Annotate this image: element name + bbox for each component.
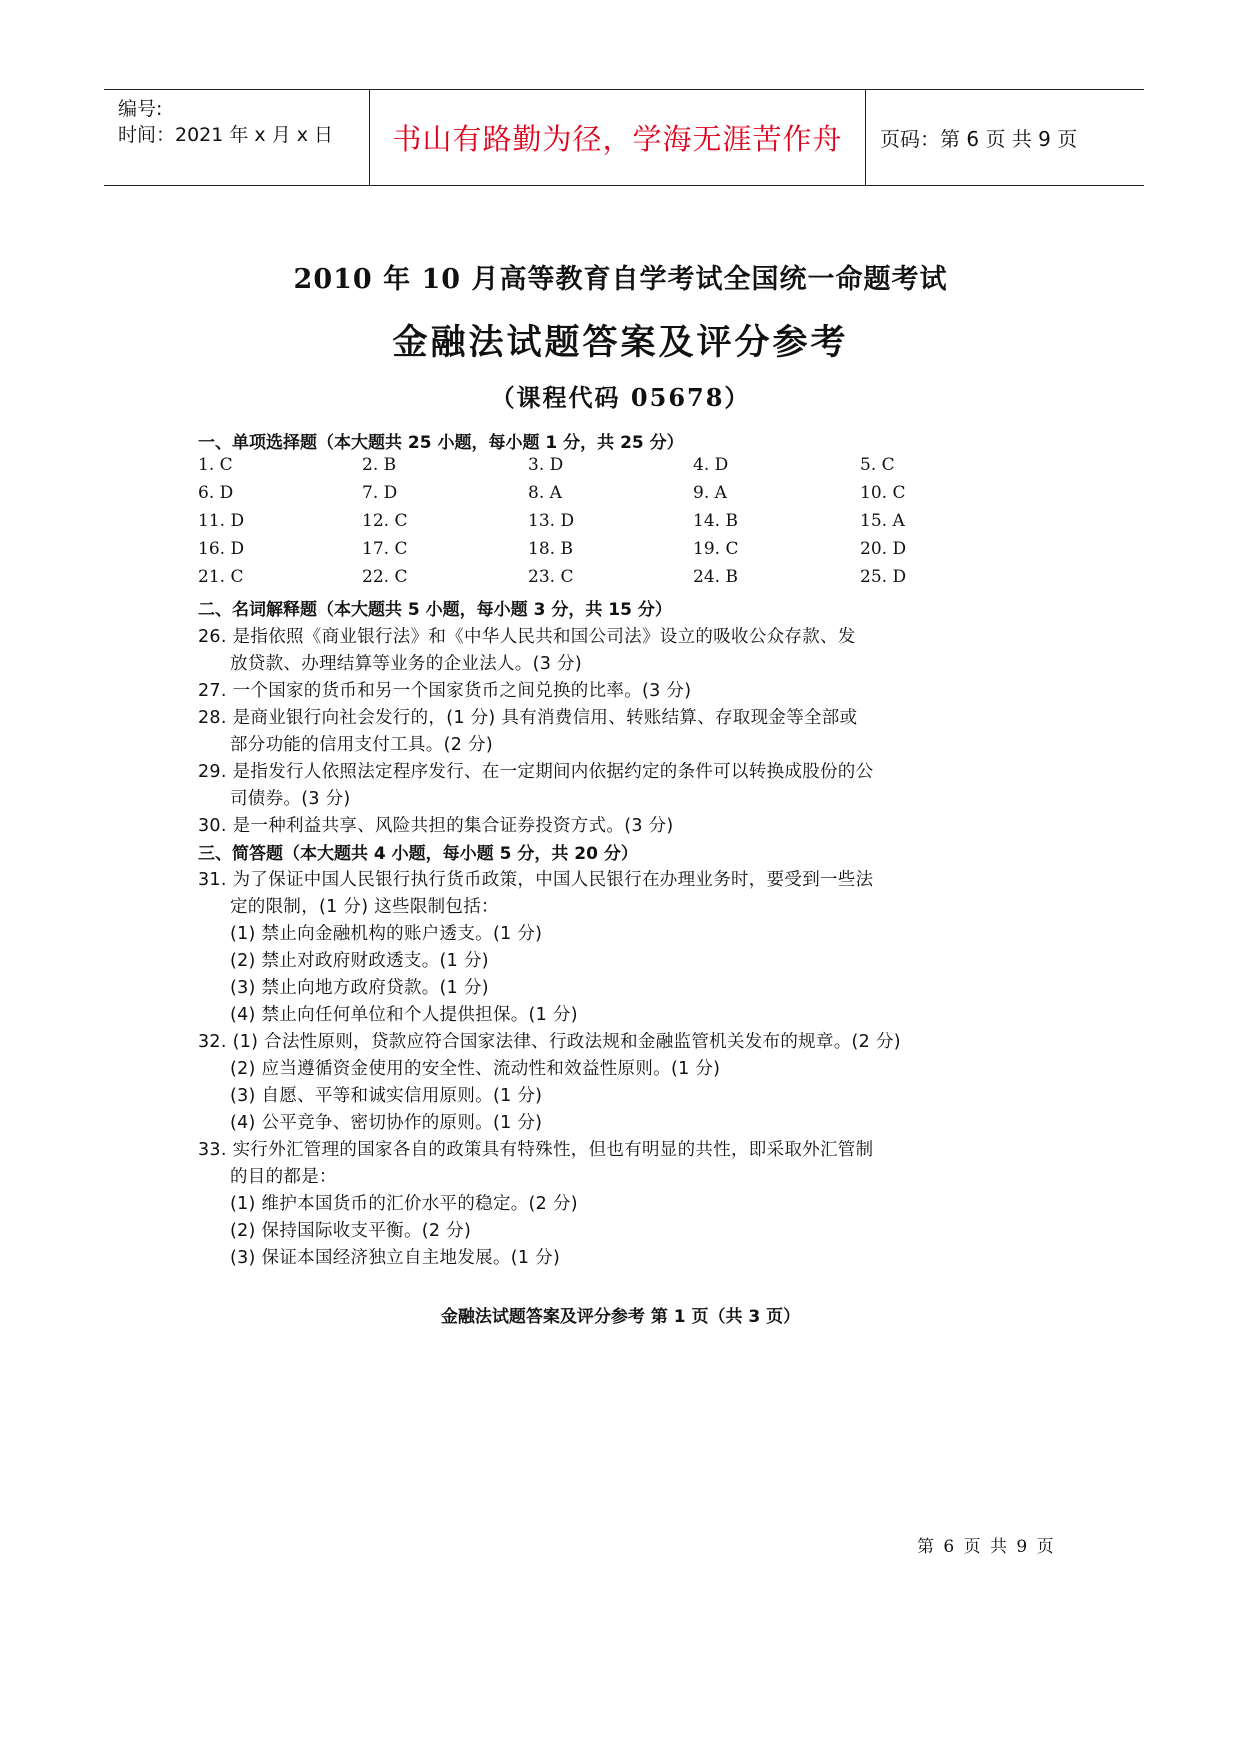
answer-cell: 1. C xyxy=(198,455,233,475)
answer-cell: 22. C xyxy=(362,567,408,587)
answer-cell: 12. C xyxy=(362,511,408,531)
header-motto: 书山有路勤为径，学海无涯苦作舟 xyxy=(370,90,866,185)
answer-cell: 18. B xyxy=(528,539,573,559)
answer-cell: 17. C xyxy=(362,539,408,559)
answer-cell: 2. B xyxy=(362,455,397,475)
section-3-heading: 三、简答题（本大题共 4 小题，每小题 5 分，共 20 分） xyxy=(198,844,638,864)
answer-cell: 6. D xyxy=(198,483,234,503)
answer-line: 31. 为了保证中国人民银行执行货币政策，中国人民银行在办理业务时，要受到一些法 xyxy=(198,870,874,890)
course-code: （课程代码 05678） xyxy=(490,383,751,412)
answer-line: 司债券。(3 分) xyxy=(230,789,351,809)
answer-cell: 25. D xyxy=(860,567,907,587)
answer-line: (4) 禁止向任何单位和个人提供担保。(1 分) xyxy=(230,1005,578,1025)
answer-line: (1) 禁止向金融机构的账户透支。(1 分) xyxy=(230,924,543,944)
page-number: 第 6 页 共 9 页 xyxy=(917,1537,1056,1557)
answer-line: 27. 一个国家的货币和另一个国家货币之间兑换的比率。(3 分) xyxy=(198,681,692,701)
answer-cell: 15. A xyxy=(860,511,905,531)
answer-cell: 24. B xyxy=(693,567,738,587)
answer-cell: 5. C xyxy=(860,455,895,475)
header-page-info: 页码：第 6 页 共 9 页 xyxy=(880,127,1078,151)
answer-line: 32. (1) 合法性原则，贷款应符合国家法律、行政法规和金融监管机关发布的规章。(2 分) xyxy=(198,1032,901,1052)
time-label: 时间：2021 年 x 月 x 日 xyxy=(118,124,334,146)
answer-cell: 13. D xyxy=(528,511,575,531)
answer-cell: 10. C xyxy=(860,483,906,503)
answer-line: 的目的都是： xyxy=(230,1167,337,1187)
answer-line: (2) 禁止对政府财政透支。(1 分) xyxy=(230,951,489,971)
answer-line: (2) 保持国际收支平衡。(2 分) xyxy=(230,1221,472,1241)
answer-cell: 8. A xyxy=(528,483,562,503)
answer-line: (3) 自愿、平等和诚实信用原则。(1 分) xyxy=(230,1086,543,1106)
answer-cell: 21. C xyxy=(198,567,244,587)
document-title: 金融法试题答案及评分参考 xyxy=(392,322,849,363)
serial-label: 编号: xyxy=(118,98,163,120)
answer-cell: 20. D xyxy=(860,539,907,559)
answer-cell: 11. D xyxy=(198,511,245,531)
section-1-heading: 一、单项选择题（本大题共 25 小题，每小题 1 分，共 25 分） xyxy=(198,433,684,453)
answer-cell: 23. C xyxy=(528,567,574,587)
answer-cell: 4. D xyxy=(693,455,729,475)
answer-line: 28. 是商业银行向社会发行的，(1 分) 具有消费信用、转账结算、存取现金等全部或 xyxy=(198,708,858,728)
answer-line: (3) 禁止向地方政府贷款。(1 分) xyxy=(230,978,489,998)
answer-line: 29. 是指发行人依照法定程序发行、在一定期间内依据约定的条件可以转换成股份的公 xyxy=(198,762,874,782)
answer-line: (1) 维护本国货币的汇价水平的稳定。(2 分) xyxy=(230,1194,578,1214)
answer-cell: 3. D xyxy=(528,455,564,475)
answer-line: 部分功能的信用支付工具。(2 分) xyxy=(230,735,493,755)
section-2-heading: 二、名词解释题（本大题共 5 小题，每小题 3 分，共 15 分） xyxy=(198,600,672,620)
answer-line: 26. 是指依照《商业银行法》和《中华人民共和国公司法》设立的吸收公众存款、发 xyxy=(198,627,856,647)
answer-line: 33. 实行外汇管理的国家各自的政策具有特殊性，但也有明显的共性，即采取外汇管制 xyxy=(198,1140,874,1160)
page-header xyxy=(104,89,1144,186)
inner-footer: 金融法试题答案及评分参考 第 1 页（共 3 页） xyxy=(440,1307,801,1327)
answer-line: 放贷款、办理结算等业务的企业法人。(3 分) xyxy=(230,654,582,674)
exam-title: 2010 年 10 月高等教育自学考试全国统一命题考试 xyxy=(293,264,948,295)
answer-line: 30. 是一种利益共享、风险共担的集合证券投资方式。(3 分) xyxy=(198,816,674,836)
answer-cell: 9. A xyxy=(693,483,727,503)
answer-line: (4) 公平竞争、密切协作的原则。(1 分) xyxy=(230,1113,543,1133)
answer-line: (2) 应当遵循资金使用的安全性、流动性和效益性原则。(1 分) xyxy=(230,1059,721,1079)
answer-cell: 16. D xyxy=(198,539,245,559)
answer-cell: 19. C xyxy=(693,539,739,559)
answer-line: (3) 保证本国经济独立自主地发展。(1 分) xyxy=(230,1248,561,1268)
header-meta xyxy=(104,90,370,185)
answer-line: 定的限制，(1 分) 这些限制包括： xyxy=(230,897,499,917)
answer-cell: 14. B xyxy=(693,511,738,531)
answer-cell: 7. D xyxy=(362,483,398,503)
